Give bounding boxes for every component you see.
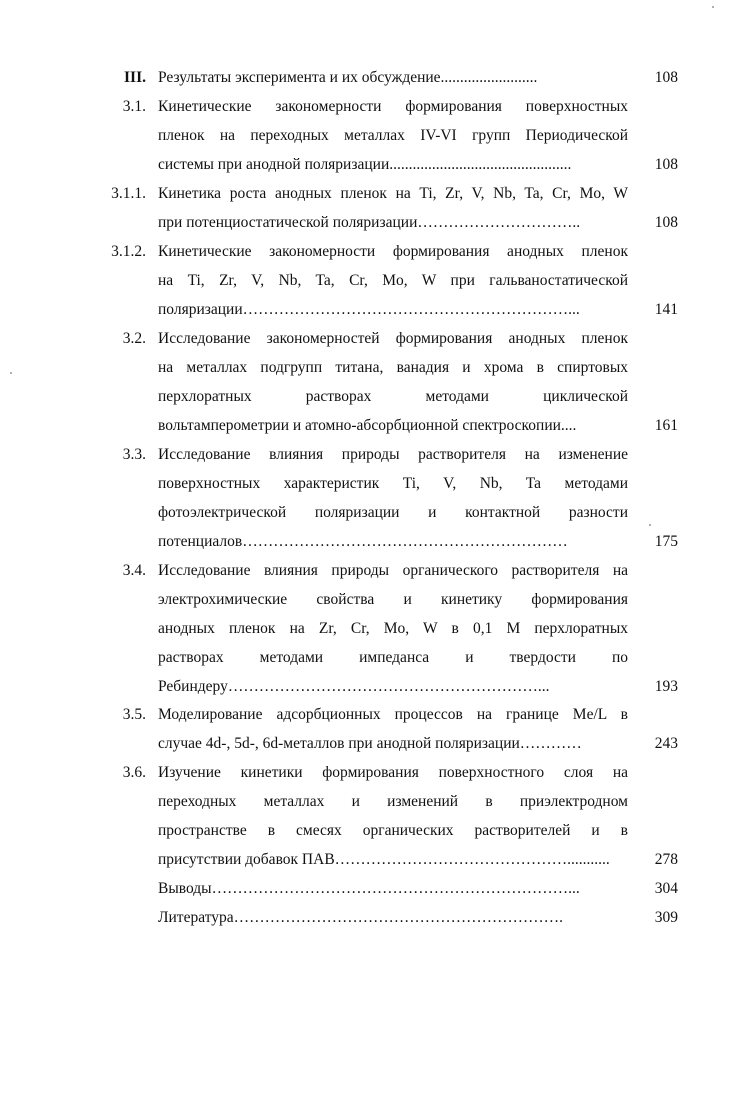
scan-speck (712, 6, 714, 8)
scan-speck (649, 524, 651, 526)
toc-entry-line: системы при анодной поляризации............................................... (158, 156, 572, 173)
toc-entry-line: пленок на переходных металлах IV-VI групп Периодической (158, 127, 628, 144)
toc-entry-line: переходных металлах и изменений в приэлектродном (158, 793, 628, 810)
toc-entry-line: электрохимические свойства и кинетику формирования (158, 591, 628, 608)
toc-entry-line: Результаты эксперимента и их обсуждение......................... (158, 69, 538, 86)
toc-entry-number: 3.6. (122, 764, 146, 781)
toc-entry-number: 3.4. (122, 562, 146, 579)
toc-entry-number: 3.1.1. (111, 185, 146, 202)
toc-entry-page: 193 (654, 678, 678, 695)
toc-entry-line: пространстве в смесях органических растворителей и в (158, 822, 628, 839)
toc-entry-number: 3.1.2. (111, 243, 146, 260)
toc-entry-number: 3.1. (122, 98, 146, 115)
toc-entry-line: Исследование влияния природы органического растворителя на (158, 562, 628, 579)
toc-entry-number: 3.2. (122, 330, 146, 347)
toc-entry-line: поляризации………………………………………………………... (158, 301, 580, 318)
toc-entry-line: растворах методами импеданса и твердости по (158, 649, 628, 666)
toc-entry-line: Литература………………………………………………………. (158, 909, 564, 926)
toc-entry-line: Исследование влияния природы растворителя на изменение (158, 446, 628, 463)
toc-entry-line: поверхностных характеристик Ti, V, Nb, Ta методами (158, 475, 628, 492)
toc-entry-line: присутствии добавок ПАВ………………………………………........... (158, 851, 610, 868)
toc-entry-page: 243 (654, 735, 678, 752)
toc-entry-page: 108 (654, 214, 678, 231)
toc-entry-page: 141 (654, 301, 678, 318)
toc-entry-page: 304 (654, 880, 678, 897)
toc-entry-line: Выводы……………………………………………………………... (158, 880, 580, 897)
toc-entry-line: анодных пленок на Zr, Cr, Mo, W в 0,1 М перхлоратных (158, 620, 628, 637)
toc-entry-line: Моделирование адсорбционных процессов на границе Me/L в (158, 706, 628, 723)
toc-entry-line: случае 4d-, 5d-, 6d-металлов при анодной поляризации………… (158, 735, 582, 752)
toc-entry-page: 175 (654, 533, 678, 550)
toc-entry-line: при потенциостатической поляризации………………………….. (158, 214, 581, 231)
toc-entry-page: 108 (654, 156, 678, 173)
toc-entry-line: на Ti, Zr, V, Nb, Ta, Cr, Mo, W при гальваностатической (158, 272, 628, 289)
toc-entry-number: III. (124, 69, 146, 86)
toc-entry-line: перхлоратных растворах методами циклической (158, 388, 628, 405)
toc-entry-page: 161 (654, 417, 678, 434)
toc-entry-page: 108 (654, 69, 678, 86)
toc-entry-line: фотоэлектрической поляризации и контактной разности (158, 504, 628, 521)
toc-entry-line: Кинетические закономерности формирования анодных пленок (158, 243, 628, 260)
toc-entry-line: Исследование закономерностей формирования анодных пленок (158, 330, 628, 347)
toc-entry-number: 3.3. (122, 446, 146, 463)
scan-speck (10, 372, 12, 374)
toc-entry-line: вольтамперометрии и атомно-абсорбционной спектроскопии.... (158, 417, 577, 434)
toc-entry-page: 278 (654, 851, 678, 868)
toc-entry-line: Кинетика роста анодных пленок на Ti, Zr, V, Nb, Ta, Cr, Mo, W (158, 185, 628, 202)
toc-entry-line: Ребиндеру……………………………………………………... (158, 678, 550, 695)
toc-entry-line: Изучение кинетики формирования поверхностного слоя на (158, 764, 628, 781)
toc-entry-line: Кинетические закономерности формирования поверхностных (158, 98, 628, 115)
toc-entry-number: 3.5. (122, 706, 146, 723)
toc-entry-line: потенциалов……………………………………………………… (158, 533, 568, 550)
toc-entry-line: на металлах подгрупп титана, ванадия и хрома в спиртовых (158, 359, 628, 376)
toc-entry-page: 309 (654, 909, 678, 926)
